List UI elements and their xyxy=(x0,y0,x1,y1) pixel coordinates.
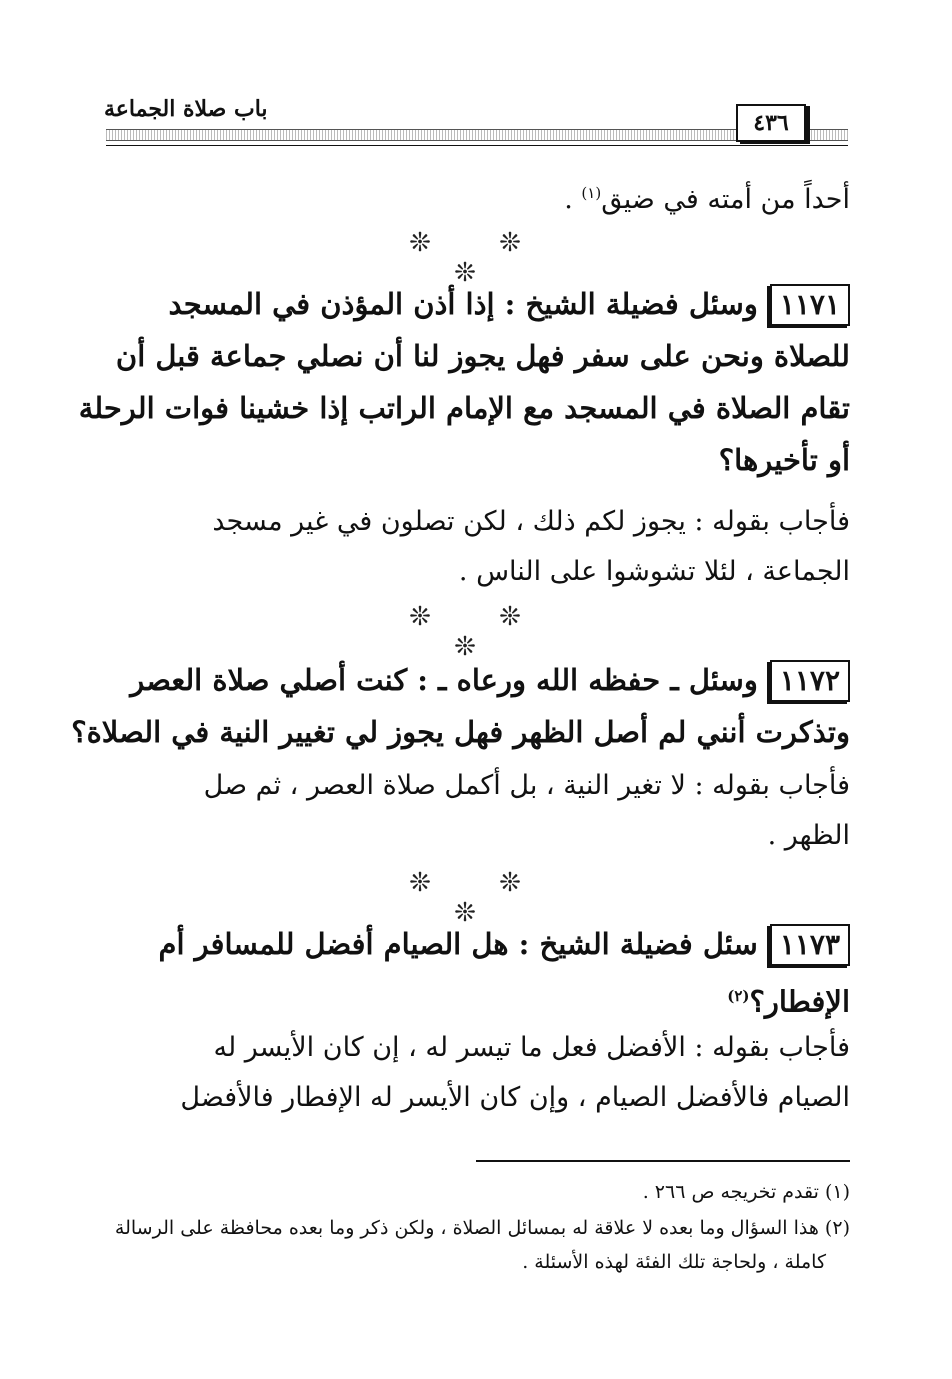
question-1173-text-1: سئل فضيلة الشيخ : هل الصيام أفضل للمسافر أم xyxy=(158,927,758,961)
continuation-text: أحداً من أمته في ضيق xyxy=(601,184,850,215)
question-1173-line-1 xyxy=(100,918,850,970)
answer-1173-line-1: فأجاب بقوله : الأفضل فعل ما تيسر له ، إن كان الأيسر له xyxy=(213,1032,850,1063)
footnote-marker-1: (١) xyxy=(581,184,602,202)
answer-1171-line-1: فأجاب بقوله : يجوز لكم ذلك ، لكن تصلون في غير مسجد xyxy=(212,506,850,537)
question-1171-line-2: للصلاة ونحن على سفر فهل يجوز لنا أن نصلي جماعة قبل أن xyxy=(115,339,850,373)
header-decorative-band-right xyxy=(808,129,848,141)
header-rule xyxy=(106,145,848,146)
question-1173-text-2: الإفطار؟ xyxy=(749,984,850,1019)
answer-1172-line-1: فأجاب بقوله : لا تغير النية ، بل أكمل صلاة العصر ، ثم صل xyxy=(203,770,850,801)
question-1172-line-1 xyxy=(100,654,850,706)
question-number-1172: ١١٧٢ xyxy=(770,660,850,702)
page-number-box: ٤٣٦ xyxy=(736,104,806,142)
footnote-2-continued: كاملة ، ولحاجة تلك الفئة لهذه الأسئلة . xyxy=(522,1251,826,1273)
question-1173-line-2 xyxy=(100,970,850,1028)
answer-1173-line-2: الصيام فالأفضل الصيام ، وإن كان الأيسر له الإفطار فالأفضل xyxy=(180,1082,850,1113)
question-1171-text-1: وسئل فضيلة الشيخ : إذا أذن المؤذن في المسجد xyxy=(168,287,758,321)
footnote-separator xyxy=(476,1160,850,1162)
question-1171-line-4: أو تأخيرها؟ xyxy=(718,443,850,477)
question-number-1173: ١١٧٣ xyxy=(770,924,850,966)
continuation-end: . xyxy=(564,184,582,215)
section-separator: ❊ ❊ ❊ xyxy=(409,228,551,288)
question-1171-line-1 xyxy=(100,278,850,330)
section-separator: ❊ ❊ ❊ xyxy=(409,868,551,928)
question-1172-text-1: وسئل ـ حفظه الله ورعاه ـ : كنت أصلي صلاة العصر xyxy=(130,663,758,697)
running-header-title: باب صلاة الجماعة xyxy=(104,96,268,122)
footnote-1: (١) تقدم تخريجه ص ٢٦٦ . xyxy=(642,1181,850,1203)
answer-1171-line-2: الجماعة ، لئلا تشوشوا على الناس . xyxy=(458,556,850,587)
answer-1172-line-2: الظهر . xyxy=(767,820,850,851)
question-1172-line-2: وتذكرت أنني لم أصل الظهر فهل يجوز لي تغيير النية في الصلاة؟ xyxy=(71,715,850,749)
section-separator: ❊ ❊ ❊ xyxy=(409,602,551,662)
question-number-1171: ١١٧١ xyxy=(770,284,850,326)
footnote-2: (٢) هذا السؤال وما بعده لا علاقة له بمسائل الصلاة ، ولكن ذكر وما بعده محافظة على الرسالة xyxy=(114,1217,850,1239)
question-1171-line-3: تقام الصلاة في المسجد مع الإمام الراتب إذا خشينا فوات الرحلة xyxy=(78,391,850,425)
continuation-line xyxy=(100,170,850,223)
footnote-marker-2: (٢) xyxy=(727,987,750,1005)
